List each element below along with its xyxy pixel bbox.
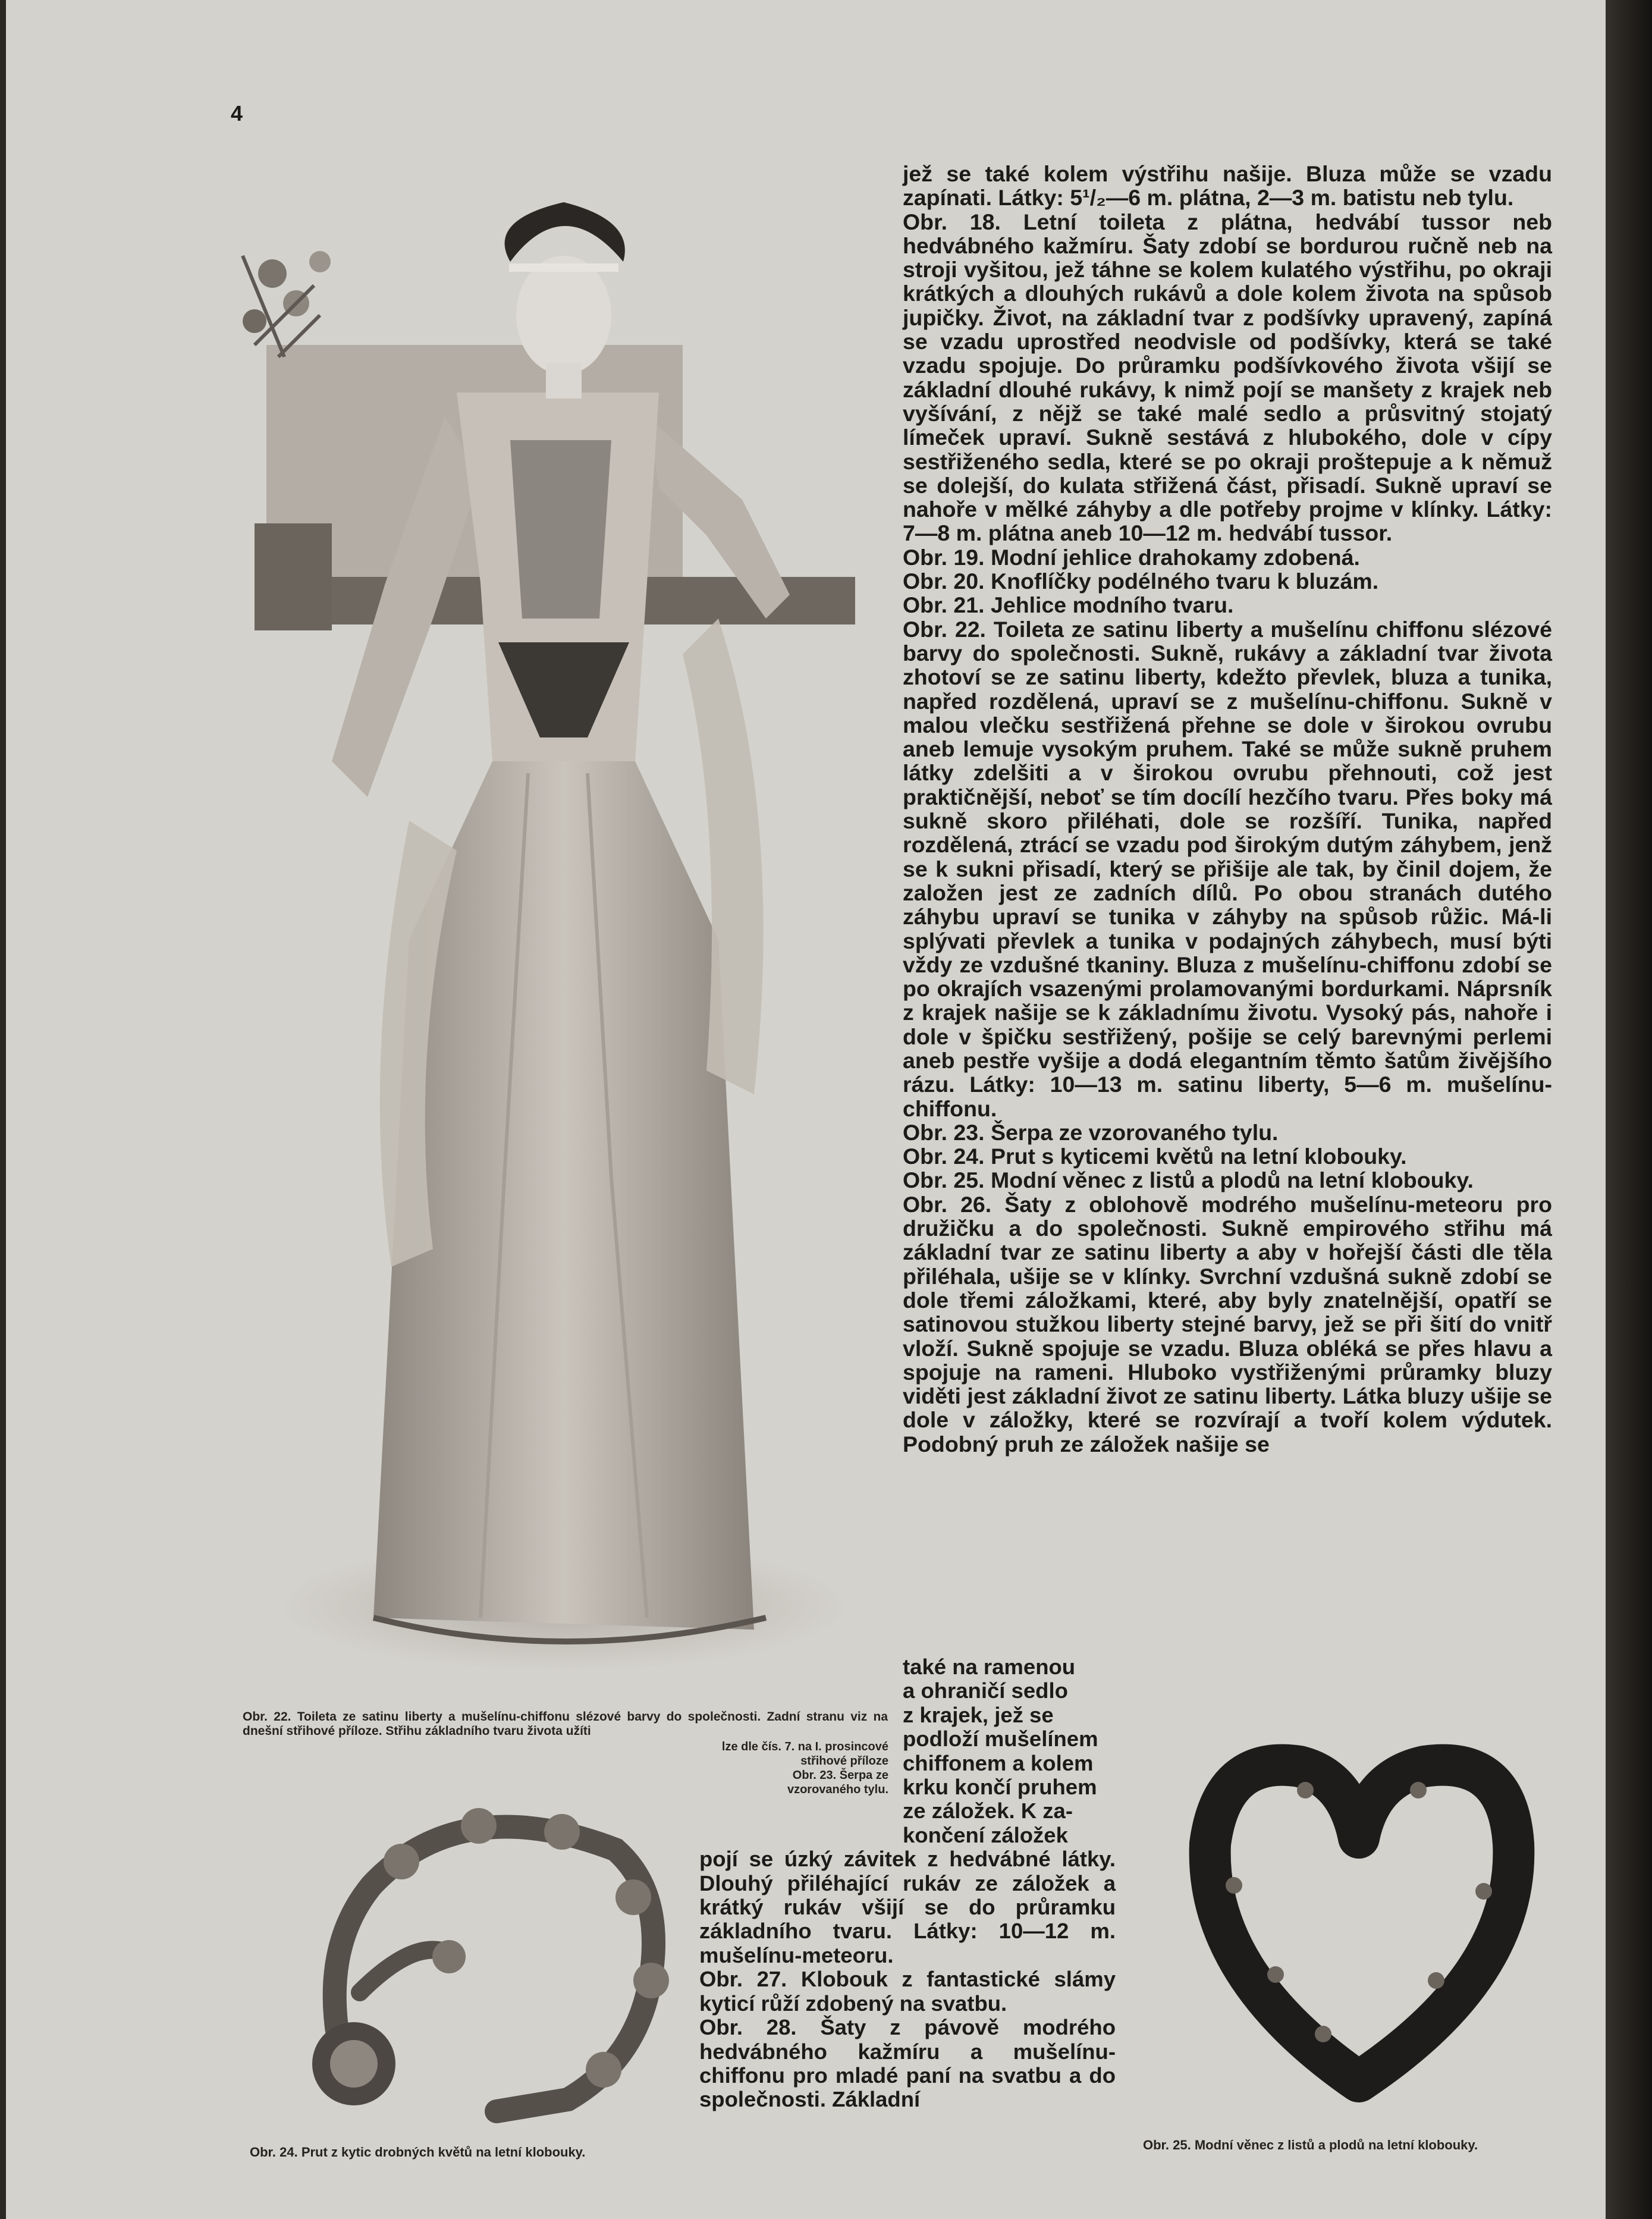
- article-column-narrow: také na ramenou a ohraničí sedlo z krajek, jež se podloží mušelínem chiffonem a kolem krku končí pruhem ze záložek. K za- končení záložek: [903, 1655, 1098, 1847]
- caption-fig22: Obr. 22. Toileta ze satinu liberty a mušelínu-chiffonu slézové barvy do společnosti. Zadní stranu viz na dnešní střihové příloze. Střihu základního tvaru života užíti: [243, 1710, 888, 1738]
- article-column-middle: pojí se úzký závitek z hedvábné látky. Dlouhý přiléhající rukáv ze záložek a krátký rukáv všijí se do průramku základního tvaru. Látky: 10—12 m. mušelínu-meteoru. Obr. 27. Klobouk z fantastické slámy kyticí růží zdobený na svatbu. Obr. 28. Šaty z pávově modrého hedvábného kažmíru a mušelínu-chiffonu pro mladé paní na svatbu a do společnosti. Základní: [699, 1847, 1116, 2112]
- caption-fig24: Obr. 24. Prut z kytic drobných květů na letní klobouky.: [250, 2145, 586, 2160]
- page-edge-shadow: [1606, 0, 1652, 2219]
- article-column-right: jež se také kolem výstřihu našije. Bluza může se vzadu zapínati. Látky: 5¹/₂—6 m. plátna, 2—3 m. batistu neb tylu. Obr. 18. Letní toileta z plátna, hedvábí tussor neb hedvábného kažmíru. Šaty zdobí se bordurou ručně neb na stroji vyšitou, jež táhne se kolem kulatého výstřihu, po okraji krátkých a dlouhých rukávů a dole kolem života na spůsob jupičky. Život, na základní tvar z podšívky upravený, zapíná se vzadu uprostřed neodvisle od podšívky, která se také vzadu spojuje. Do průramku podšívkového života všijí se základní dlouhé rukávy, k nimž pojí se manšety z krajek neb vyšívání, z nějž se také malé sedlo a průsvitný stojatý límeček upraví. Sukně sestává z hlubokého, dole v cípy sestřiženého sedla, které se po okraji proštepuje a k němuž se dolejší, do kulata střižená část, přisadí. Sukně upraví se nahoře v mělké záhyby a dle potřeby projme v klínky. Látky: 7—8 m. plátna aneb 10—12 m. hedvábí tussor. Obr. 19. Modní jehlice drahokamy zdobená. Obr. 20. Knoflíčky podélného tvaru k bluzám. Obr. 21. Jehlice modního tvaru. Obr. 22. Toileta ze satinu liberty a mušelínu chiffonu slézové barvy do společnosti. Sukně, rukávy a základní tvar života zhotoví se ze satinu liberty, kdežto převlek, bluza a tunika, napřed rozdělená, upraví se z mušelínu-chiffonu. Sukně v malou vlečku sestřižená přehne se dole v širokou ovrubu aneb lemuje vysokým pruhem. Také se může sukně pruhem látky zdelšiti a v širokou ovrubu přehnouti, což jest praktičnější, neboť se tím docílí hezčího tvaru. Přes boky má sukně skoro přiléhati, dole se rozšíří. Tunika, napřed rozdělená, ztrácí se vzadu pod širokým dutým záhybem, jenž se k sukni přisadí, který se přišije ale tak, by činil dojem, že založen jest ze zadních dílů. Po obou stranách dutého záhybu upraví se tunika v záhyby na spůsob růžic. Má-li splývati převlek a tunika v podajných záhybech, musí býti vždy ze vzdušné tkaniny. Bluza z mušelínu-chiffonu zdobí se po okrajích vsazenými prolamovanými bordurkami. Náprsník z krajek našije se k základnímu životu. Vysoký pás, nahoře i dole v špičku sestřižený, pošije se celý barevnými perlemi aneb pestře vyšije a dodá elegantním těmto šatům živějšího rázu. Látky: 10—13 m. satinu liberty, 5—6 m. mušelínu-chiffonu. Obr. 23. Šerpa ze vzorovaného tylu. Obr. 24. Prut s kyticemi květů na letní klobouky. Obr. 25. Modní věnec z listů a plodů na letní klobouky. Obr. 26. Šaty z oblohově modrého mušelínu-meteoru pro družičku a do společnosti. Sukně empirového střihu má základní tvar ze satinu liberty a aby v hořejší části dle těla přiléhala, ušije se v klínky. Svrchní vzdušná sukně zdobí se dole třemi záložkami, které, aby byly znatelnější, opatří se satinovou stužkou liberty stejné barvy, jež se při šití do vnitř vloží. Sukně spojuje se vzadu. Bluza obléká se přes hlavu a spojuje na rameni. Hluboko vystřiženými průramky bluzy viděti jest základní život ze satinu liberty. Látka bluzy ušije se dole v záložky, které se rozvírají a tvoří kolem výdutek. Podobný pruh ze záložek našije se: [903, 161, 1552, 1457]
- magazine-page: [6, 0, 1612, 2219]
- caption-fig22-cont-text: lze dle čís. 7. na I. prosincové střihové příloze: [721, 1740, 888, 1768]
- caption-fig25: Obr. 25. Modní věnec z listů a plodů na letní klobouky.: [1143, 2138, 1478, 2152]
- page-number: 4: [231, 101, 243, 125]
- wreath-illustration-fig25: [1157, 1701, 1561, 2117]
- fashion-illustration-fig22: [231, 167, 891, 1701]
- caption-fig23: Obr. 23. Šerpa ze vzorovaného tylu.: [787, 1769, 888, 1796]
- caption-fig22-continued: [718, 1740, 888, 1797]
- flower-spray-illustration-fig24: [282, 1778, 693, 2135]
